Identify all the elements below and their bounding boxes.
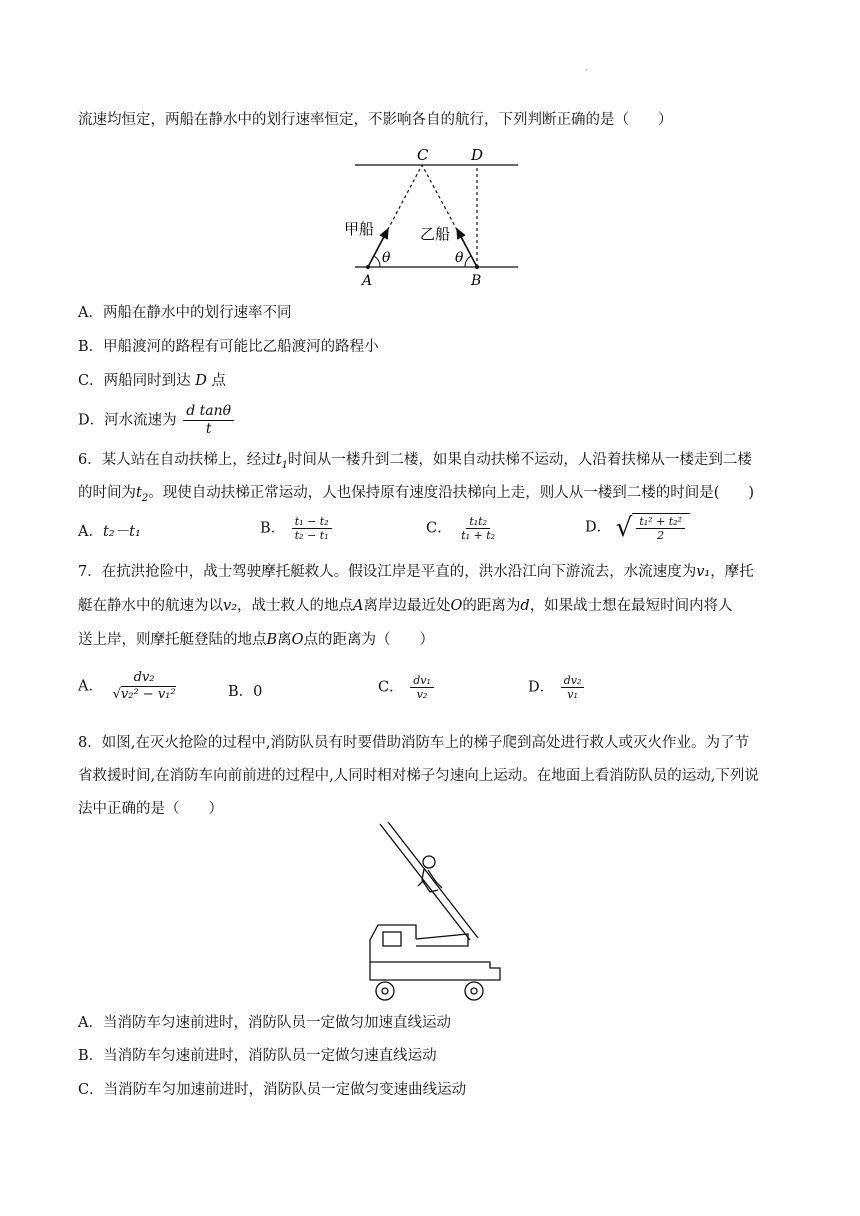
q7-option-a: A． $\frac{\text{dv₂}}{\text{√v₂² − v₁²}}$ <box>78 670 176 702</box>
label-d: D <box>471 146 484 164</box>
point-b <box>475 265 479 269</box>
front-wheel <box>376 982 394 1000</box>
q5-option-d: D．河水流速为 $\frac{\text{d tanθ}}{t}$ <box>78 403 236 438</box>
q6-option-a: A．t₂－t₁ <box>78 524 141 540</box>
q6-option-d: D． √ $\frac{\text{t₁² + t₂²}}{2}$ <box>585 513 690 542</box>
q7-stem-line1: 7．在抗洪抢险中，战士驾驶摩托艇救人。假设江岸是平直的，洪水沿江向下游流去，水流速度为v₁，摩托 <box>78 564 754 580</box>
q7-option-b: B．0 <box>228 684 263 700</box>
q6-option-c: C． $\frac{\text{t₁t₂}}{\text{t₁ + t₂}}$ <box>426 515 496 542</box>
q7-option-d: D． $\frac{\text{dv₂}}{\text{v₁}}$ <box>528 674 586 701</box>
q5-river-diagram <box>340 142 530 292</box>
q8-option-b: B．当消防车匀速前进时，消防队员一定做匀速直线运动 <box>78 1048 437 1064</box>
front-wheel-hub <box>382 988 388 994</box>
angle-arc-a <box>374 256 380 267</box>
q5-d-fraction: $\frac{\text{d tanθ}}{t}$ <box>183 403 234 438</box>
truck-cab <box>370 925 416 962</box>
q6-stem-line2: 的时间为$t_2$。现使自动扶梯正常运动，人也保持原有速度沿扶梯向上走，则人从一楼到二楼的时间是( ) <box>78 485 755 504</box>
rear-wheel-hub <box>471 988 477 994</box>
q5-option-c: C．两船同时到达 D 点 <box>78 373 226 389</box>
theta-a: θ <box>382 250 391 266</box>
truck-equipment <box>416 934 468 946</box>
angle-arc-b <box>465 256 471 267</box>
q6-stem-line1: 6．某人站在自动扶梯上，经过$t_1$时间从一楼升到二楼，如果自动扶梯不运动，人沿着扶梯从一楼走到二楼 <box>78 452 752 471</box>
q5-option-b: B．甲船渡河的路程有可能比乙船渡河的路程小 <box>78 339 379 355</box>
q6-option-b: B． $\frac{\text{t₁ − t₂}}{\text{t₂ − t₁}}$ <box>260 515 334 542</box>
label-jia: 甲船 <box>344 220 375 238</box>
label-a: A <box>362 273 373 289</box>
firefighter-head <box>423 856 435 868</box>
q8-stem-line3: 法中正确的是（ ） <box>78 801 223 817</box>
fire-truck-figure <box>358 822 508 1007</box>
q5-option-a: A．两船在静水中的划行速率不同 <box>78 305 292 321</box>
q8-option-c: C．当消防车匀加速前进时，消防队员一定做匀变速曲线运动 <box>78 1082 467 1098</box>
q8-stem-line1: 8．如图,在灭火抢险的过程中,消防队员有时要借助消防车上的梯子爬到高处进行救人或灭火作业。为了节 <box>78 735 749 751</box>
q7-stem-line2: 艇在静水中的航速为以v₂，战士救人的地点A离岸边最近处O的距离为d，如果战士想在最短时间内将人 <box>78 598 733 614</box>
q5-stem-tail: 流速均恒定，两船在静水中的划行速率恒定，不影响各自的航行，下列判断正确的是（ ） <box>78 112 673 128</box>
q8-option-a: A．当消防车匀速前进时，消防队员一定做匀加速直线运动 <box>78 1015 451 1031</box>
label-yi: 乙船 <box>420 225 451 243</box>
theta-b: θ <box>455 250 464 266</box>
ladder-rail-left <box>380 824 470 940</box>
header-dot: · <box>585 66 588 75</box>
point-a <box>366 265 370 269</box>
q8-stem-line2: 省救援时间,在消防车向前前进的过程中,人同时相对梯子匀速向上运动。在地面上看消防队员的运动,下列说 <box>78 768 759 784</box>
rear-wheel <box>465 982 483 1000</box>
q7-stem-line3: 送上岸，则摩托艇登陆的地点B离O点的距离为（ ） <box>78 632 435 648</box>
label-b: B <box>471 273 482 289</box>
ladder-rail-right <box>388 822 478 938</box>
q7-option-c: C． $\frac{\text{dv₁}}{\text{v₂}}$ <box>378 674 436 701</box>
truck-bed <box>370 962 500 980</box>
label-c: C <box>417 146 429 164</box>
truck-window <box>383 932 401 946</box>
